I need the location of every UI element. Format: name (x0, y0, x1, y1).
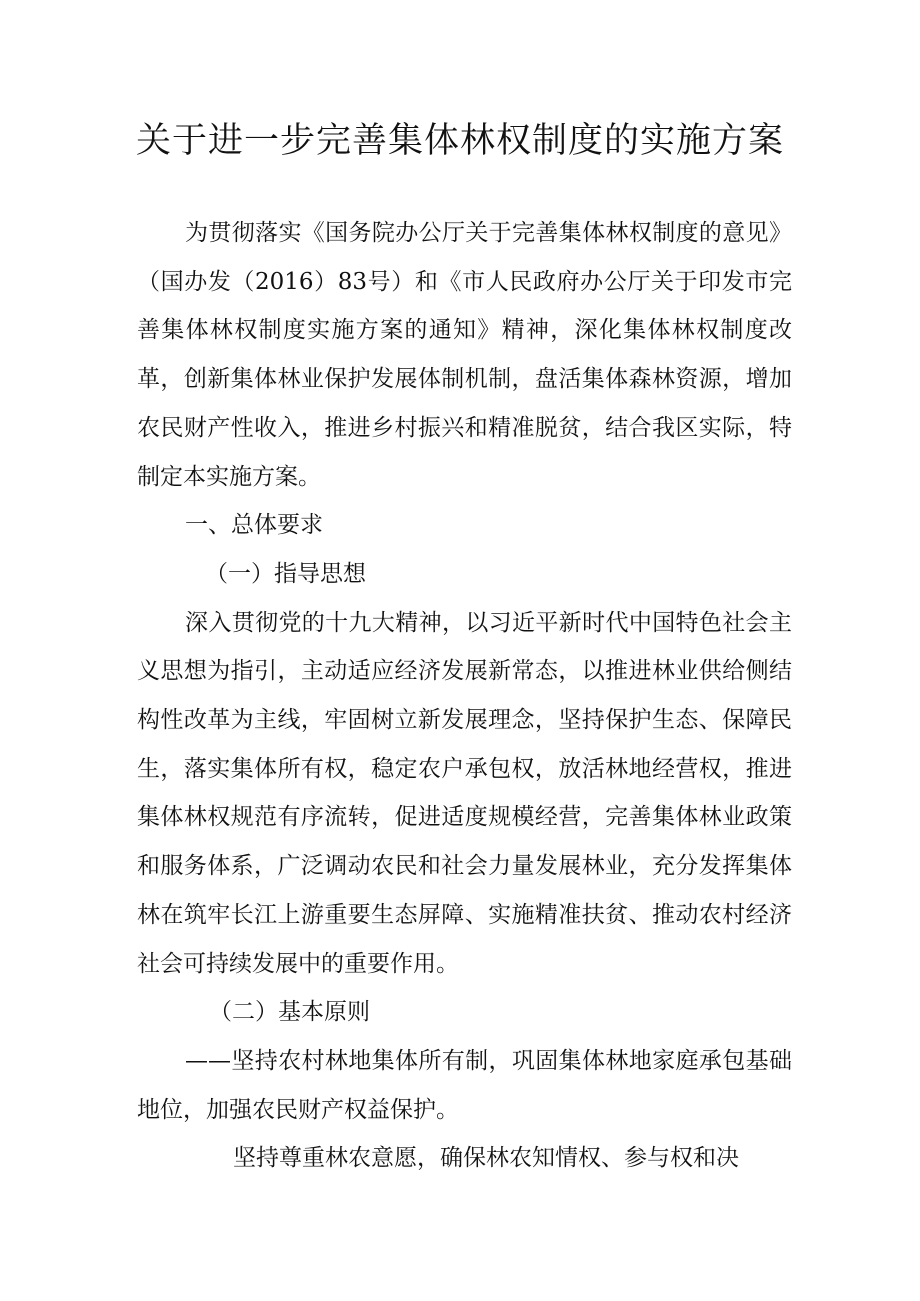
guiding-ideology-paragraph: 深入贯彻党的十九大精神，以习近平新时代中国特色社会主义思想为指引，主动适应经济发展新常态，以推进林业供给侧结构性改革为主线，牢固树立新发展理念，坚持保护生态、保障民生，落实集体所有权，稳定农户承包权，放活林地经营权，推进集体林权规范有序流转，促进适度规模经营，完善集体林业政策和服务体系，广泛调动农民和社会力量发展林业，充分发挥集体林在筑牢长江上游重要生态屏障、实施精准扶贫、推动农村经济社会可持续发展中的重要作用。 (137, 609, 792, 977)
section-heading-general-requirements: 一、总体要求 (185, 512, 323, 539)
subsection-heading-basic-principles: （二）基本原则 (209, 999, 370, 1026)
document-body (137, 209, 792, 1183)
document-title: 关于进一步完善集体林权制度的实施方案 (135, 121, 784, 161)
intro-paragraph: 为贯彻落实《国务院办公厅关于完善集体林权制度的意见》（国办发（2016）83号）和《市人民政府办公厅关于印发市完善集体林权制度实施方案的通知》精神，深化集体林权制度改革，创新集体林业保护发展体制机制，盘活集体森林资源，增加农民财产性收入，推进乡村振兴和精准脱贫，结合我区实际，特制定本实施方案。 (137, 220, 792, 490)
principle-paragraph-2: 坚持尊重林农意愿，确保林农知情权、参与权和决 (233, 1145, 739, 1172)
subsection-heading-guiding-ideology: （一）指导思想 (205, 560, 366, 587)
principle-paragraph-1: ——坚持农村林地集体所有制，巩固集体林地家庭承包基础地位，加强农民财产权益保护。 (137, 1047, 792, 1123)
